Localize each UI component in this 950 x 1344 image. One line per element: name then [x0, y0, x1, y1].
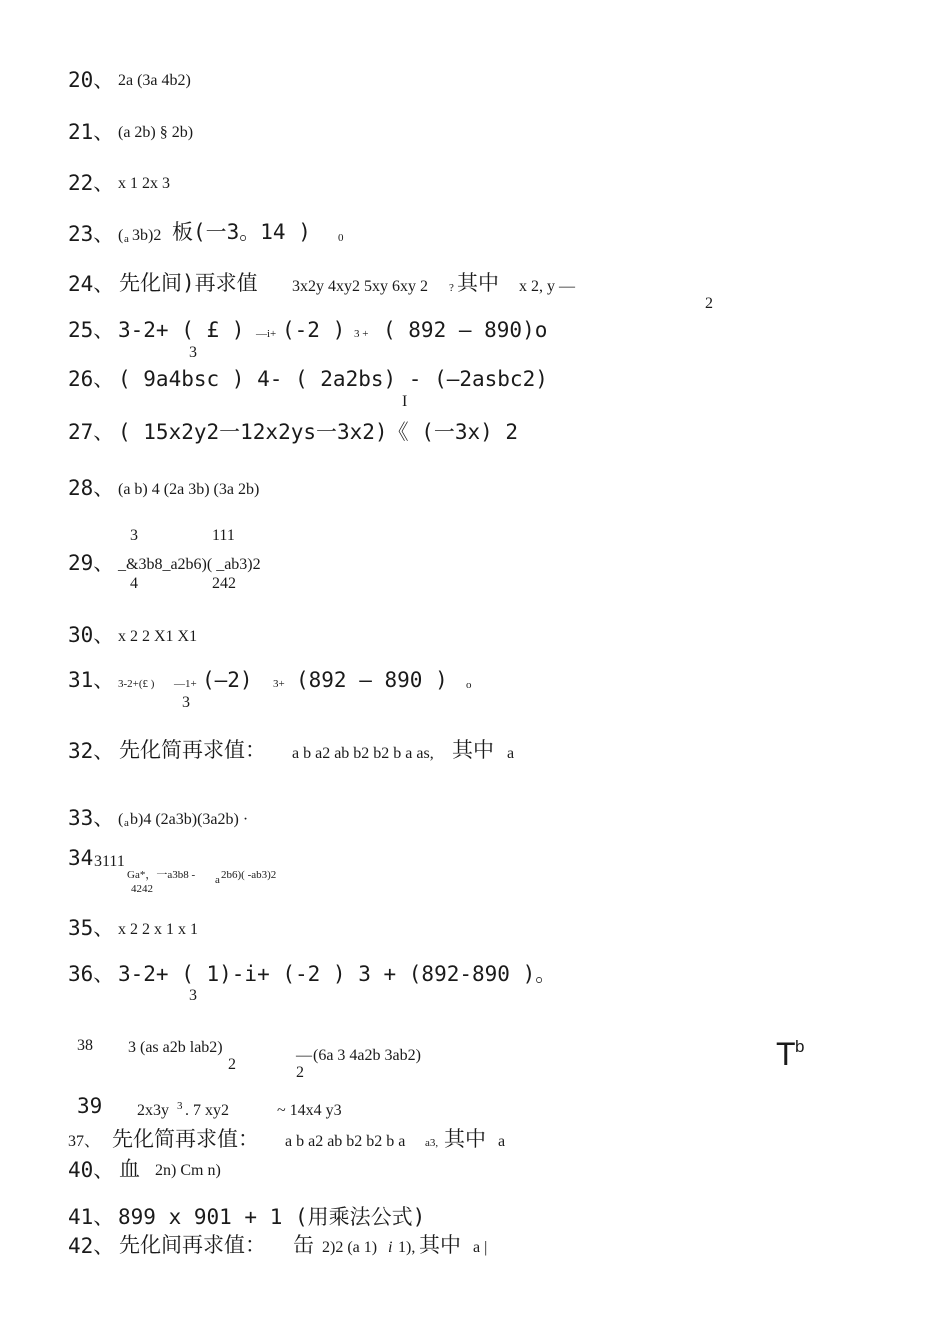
denominator: 3 — [189, 344, 197, 361]
item-number: 35、 — [68, 916, 115, 940]
variable: a | — [473, 1239, 488, 1256]
denominator: 2 — [705, 295, 713, 312]
item-number: 33、 — [68, 806, 115, 830]
end-mark: 0 — [338, 232, 344, 244]
exponent: 3 + — [354, 328, 369, 340]
expression: 1), — [398, 1239, 416, 1256]
item-number: 41、 — [68, 1205, 115, 1229]
denominator: 2 — [296, 1064, 304, 1081]
item-number: 40、 — [68, 1158, 115, 1182]
expression: 3b)2 — [132, 227, 162, 244]
item-number: 42、 — [68, 1234, 115, 1258]
expression: x 2 2 X1 X1 — [118, 628, 198, 645]
instruction: 先化间)再求值 — [119, 271, 258, 295]
glyph: 缶 — [293, 1233, 314, 1257]
denominator: 2 — [228, 1056, 236, 1073]
expression: x 1 2x 3 — [118, 175, 170, 192]
item-number: 30、 — [68, 623, 115, 647]
denominator: 242 — [212, 575, 236, 592]
instruction-where: 其中 — [444, 1127, 486, 1151]
exponent: 3+ — [273, 678, 285, 690]
denominators: 4242 — [131, 883, 153, 895]
expression: Ga*，一a3b8 - — [127, 869, 196, 881]
variable: i — [388, 1239, 393, 1256]
denominator: I — [402, 393, 408, 410]
expression: a b a2 ab b2 b2 b a as, — [292, 745, 434, 762]
expression-open: ( — [118, 227, 124, 244]
expression: (-2 ) — [282, 318, 346, 342]
expression: 3-2+ ( £ ) — [118, 318, 245, 342]
expression: (a 2b) § 2b) — [118, 124, 194, 141]
expression: x 2 2 x 1 x 1 — [118, 921, 198, 938]
instruction-where: 其中 — [452, 738, 494, 762]
instruction-where: 其中 — [419, 1233, 461, 1257]
expression: (892 — 890 ) — [296, 668, 448, 692]
item-number: 38 — [77, 1037, 93, 1054]
exponent: —1+ — [174, 678, 197, 690]
glyph: ? — [449, 282, 454, 294]
subscript: a — [124, 233, 129, 245]
expression-small: 3-2+(£ ) — [118, 678, 155, 690]
instruction: 先化简再求值： — [119, 738, 266, 762]
item-number: 26、 — [68, 367, 115, 391]
expression: 3 (as a2b lab2) — [128, 1039, 223, 1056]
expression: 2a (3a 4b2) — [118, 72, 191, 89]
expression: ( 15x2y2一12x2ys一3x2)《 (一3x) 2 — [118, 420, 519, 444]
exponent: —i+ — [256, 328, 277, 340]
item-number: 32、 — [68, 739, 115, 763]
item-number: 23、 — [68, 222, 115, 246]
end-mark: o — [466, 679, 472, 691]
stray-superscript: b — [795, 1037, 805, 1056]
expression: (a b) 4 (2a 3b) (3a 2b) — [118, 481, 260, 498]
item-number: 21、 — [68, 120, 115, 144]
expression: 899 x 901 + 1 (用乘法公式) — [118, 1205, 426, 1229]
item-number: 36、 — [68, 962, 115, 986]
item-number: 34 — [68, 846, 94, 870]
variable: a — [507, 745, 515, 762]
instruction-where: 其中 — [457, 271, 499, 295]
expression: a b a2 ab b2 b2 b a — [285, 1133, 406, 1150]
denominator: 3 — [189, 987, 197, 1004]
subscript: a — [215, 874, 220, 886]
expression: (—2) — [202, 668, 253, 692]
item-number: 22、 — [68, 171, 115, 195]
expression: 3-2+ ( 1)-i+ (-2 ) 3 + (892-890 )。 — [118, 962, 557, 986]
instruction: 先化间再求值： — [119, 1233, 266, 1257]
item-number: 37、 — [68, 1133, 101, 1150]
item-number: 24、 — [68, 272, 115, 296]
item-number: 27、 — [68, 420, 115, 444]
item-number: 25、 — [68, 318, 115, 342]
denominator: 3 — [182, 694, 190, 711]
expression-open: ( — [118, 811, 124, 828]
item-number: 31、 — [68, 668, 115, 692]
exponent: 3 — [177, 1100, 183, 1112]
numerator: 3 — [130, 527, 138, 544]
expression-tail: 板(一3。14 ) — [172, 220, 311, 244]
glyph: 血 — [119, 1157, 140, 1181]
expression: ~ 14x4 y3 — [277, 1102, 342, 1119]
item-number: 39 — [77, 1094, 103, 1118]
fraction-bar: — — [296, 1047, 312, 1064]
subscript: a — [124, 817, 129, 829]
item-number: 20、 — [68, 68, 115, 92]
expression: 2x3y — [137, 1102, 169, 1119]
expression-small: a3, — [425, 1137, 439, 1149]
expression: b)4 (2a3b)(3a2b) · — [130, 811, 249, 828]
expression: (6a 3 4a2b 3ab2) — [313, 1047, 421, 1064]
expression: 2)2 (a 1) — [322, 1239, 378, 1256]
stray-letter: T — [776, 1036, 796, 1072]
expression: 2n) Cm n) — [155, 1162, 221, 1179]
expression: ( 9a4bsc ) 4- ( 2a2bs) - (—2asbc2) — [118, 367, 548, 391]
numerator: 111 — [212, 527, 235, 544]
expression: 3x2y 4xy2 5xy 6xy 2 — [292, 278, 428, 295]
numerators: 3111 — [94, 853, 125, 870]
expression: 2b6)( -ab3)2 — [221, 869, 277, 881]
expression: ( 892 — 890)o — [383, 318, 548, 342]
instruction: 先化简再求值： — [112, 1127, 259, 1151]
item-number: 28、 — [68, 476, 115, 500]
expression: x 2, y — — [519, 278, 575, 295]
item-number: 29、 — [68, 551, 115, 575]
variable: a — [498, 1133, 506, 1150]
denominator: 4 — [130, 575, 138, 592]
expression: _&3b8_a2b6)( _ab3)2 — [118, 556, 261, 573]
expression: . 7 xy2 — [185, 1102, 229, 1119]
